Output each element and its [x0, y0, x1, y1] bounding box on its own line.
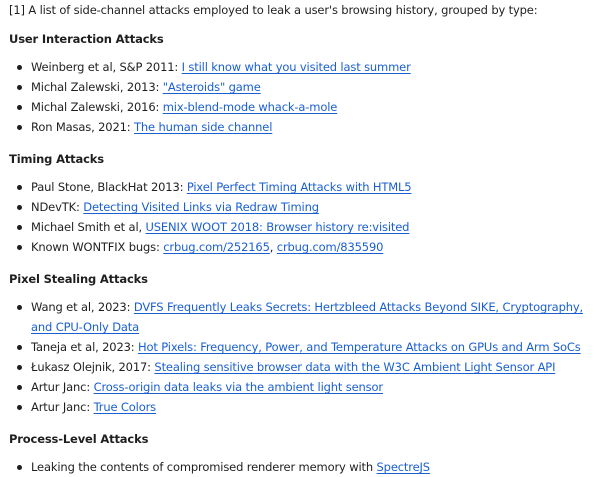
citation-text: Artur Janc:	[31, 380, 94, 394]
citation-link[interactable]: USENIX WOOT 2018: Browser history re:visited	[145, 220, 410, 234]
citation-text: Ron Masas, 2021:	[31, 120, 135, 134]
list-item	[9, 337, 592, 357]
list-process-level	[9, 457, 592, 477]
citation-text: Łukasz Olejnik, 2017:	[31, 360, 155, 374]
citation-text: Wang et al, 2023:	[31, 300, 134, 314]
list-item	[9, 297, 592, 337]
citation-text: Weinberg et al, S&P 2011:	[31, 60, 182, 74]
citation-text: Michal Zalewski, 2013:	[31, 80, 163, 94]
citation-link[interactable]: Detecting Visited Links via Redraw Timing	[83, 200, 319, 214]
list-item	[9, 377, 592, 397]
list-item	[9, 217, 592, 237]
citation-text: Taneja et al, 2023:	[31, 340, 139, 354]
section-heading-user-interaction: User Interaction Attacks	[9, 32, 164, 46]
section-heading-timing: Timing Attacks	[9, 152, 104, 166]
list-item	[9, 97, 592, 117]
citation-link[interactable]: Stealing sensitive browser data with the W3C Ambient Light Sensor API	[154, 360, 556, 374]
list-item	[9, 237, 592, 257]
citation-link[interactable]: "Asteroids" game	[162, 80, 261, 94]
citation-link[interactable]: I still know what you visited last summer	[181, 60, 411, 74]
citation-link[interactable]: Hot Pixels: Frequency, Power, and Temperature Attacks on GPUs and Arm SoCs	[138, 340, 581, 354]
list-item	[9, 197, 592, 217]
list-item	[9, 177, 592, 197]
list-item	[9, 77, 592, 97]
citation-text: Artur Janc:	[31, 400, 94, 414]
list-pixel-stealing	[9, 297, 592, 417]
list-item	[9, 397, 592, 417]
list-item	[9, 57, 592, 77]
citation-link[interactable]: True Colors	[93, 400, 157, 414]
citation-link[interactable]: The human side channel	[134, 120, 273, 134]
citation-link[interactable]: SpectreJS	[376, 460, 430, 474]
link-separator: ,	[269, 240, 277, 254]
bug-link-835590[interactable]: crbug.com/835590	[276, 240, 384, 254]
list-item	[9, 357, 592, 377]
citation-link[interactable]: Pixel Perfect Timing Attacks with HTML5	[186, 180, 412, 194]
list-item	[9, 457, 592, 477]
citation-text: Michal Zalewski, 2016:	[31, 100, 163, 114]
citation-text: Leaking the contents of compromised renderer memory with	[31, 460, 377, 474]
bug-link-252165[interactable]: crbug.com/252165	[163, 240, 270, 254]
citation-link[interactable]: DVFS Frequently Leaks Secrets: Hertzbleed Attacks Beyond SIKE, Cryptography, and CPU-Only Data	[31, 300, 584, 334]
citation-text: Paul Stone, BlackHat 2013:	[31, 180, 187, 194]
section-heading-pixel-stealing: Pixel Stealing Attacks	[9, 272, 148, 286]
list-item	[9, 117, 592, 137]
list-user-interaction	[9, 57, 592, 137]
citation-text: Known WONTFIX bugs:	[31, 240, 164, 254]
list-timing	[9, 177, 592, 257]
citation-link[interactable]: mix-blend-mode whack-a-mole	[162, 100, 338, 114]
intro-paragraph: [1] A list of side-channel attacks employed to leak a user's browsing history, grouped by type:	[9, 3, 538, 17]
citation-text: Michael Smith et al,	[31, 220, 146, 234]
section-heading-process-level: Process-Level Attacks	[9, 432, 149, 446]
citation-text: NDevTK:	[31, 200, 84, 214]
citation-link[interactable]: Cross-origin data leaks via the ambient light sensor	[93, 380, 383, 394]
